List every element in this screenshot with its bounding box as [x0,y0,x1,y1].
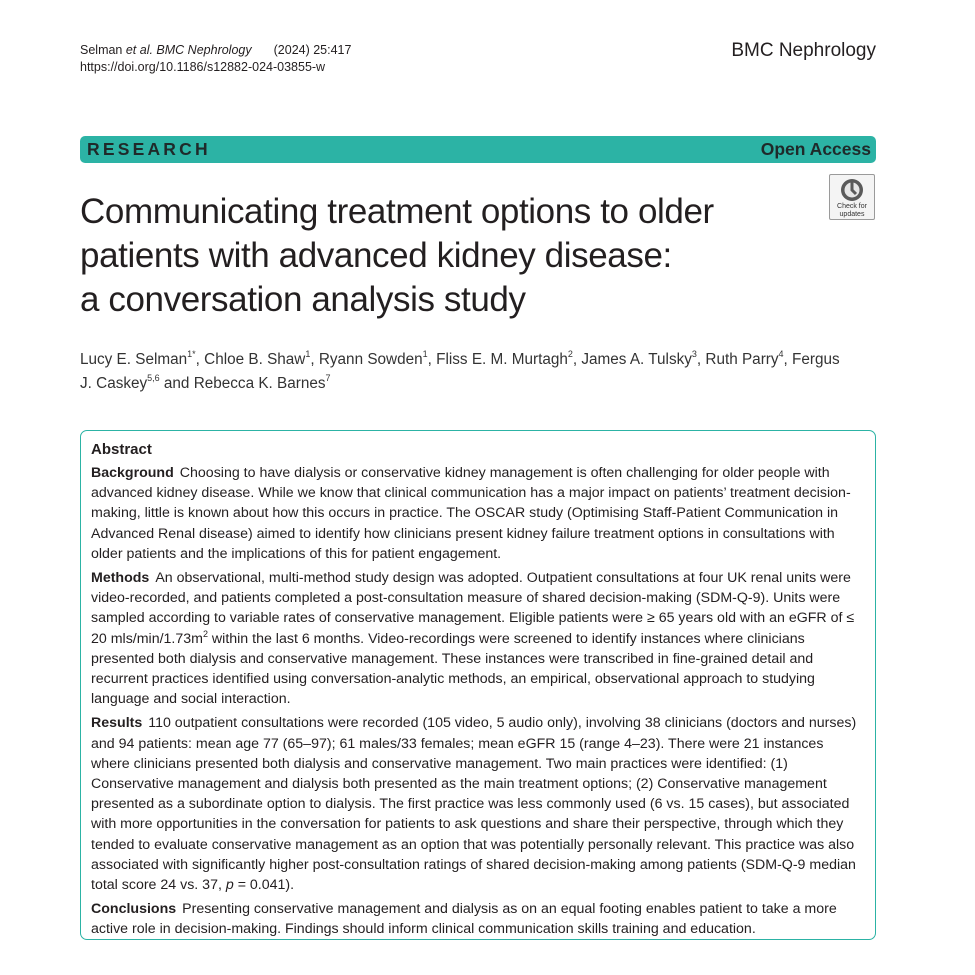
updates-label: updates [839,210,865,218]
abstract-background [91,463,865,564]
methods-text: An observational, multi-method study design was adopted. Outpatient consultations at four UK renal units were video-recorded, and patients completed a post-consultation measure of shared decision-making (SDM-Q-9). Units were sampled according to variable rates of conservative management. Eligible patients were ≥ 65 years old with an eGFR of ≤ 20 mls/min/1.73m [91,570,855,647]
abstract-heading: Abstract [91,441,152,458]
check-for-updates-icon [840,178,864,202]
doi-link[interactable]: https://doi.org/10.1186/s12882-024-03855-w [80,60,326,74]
results-text: = 0.041). [233,877,295,894]
results-text: 110 outpatient consultations were recorded (105 video, 5 audio only), involving 38 clinicians (doctors and nurses) and 94 patients: mean age 77 (65–97); 61 males/33 females; mean eGFR 15 (range 4–23). There were 21 instances where clinicians presented both dialysis and conservative management. Two main practices were identified: (1) Conservative management and dialysis both presented as the main treatment options; (2) Conservative management presented as a subordinate option to dialysis. The first practice was less commonly used (6 vs. 15 cases), but associated with more opportunities in the conversation for patients to ask questions and share their perspective, through which they tended to evaluate conservative management as an option that was potentially personally relevant. This practice was also associated with significantly higher post-consultation ratings of shared decision-making among patients (SDM-Q-9 median total score 24 vs. 37, [91,715,857,894]
conclusions-label: Conclusions [91,901,177,918]
article-title [80,190,820,322]
section-label: RESEARCH [87,139,211,159]
check-for-updates-button[interactable] [829,174,875,220]
journal-name: BMC Nephrology [731,40,876,61]
results-label: Results [91,715,143,732]
title-line: patients with advanced kidney disease: [80,236,672,275]
citation-year-volume: (2024) 25:417 [273,43,352,57]
citation-journal: et al. BMC Nephrology [125,43,252,57]
title-line: a conversation analysis study [80,280,526,319]
abstract-box [80,430,876,940]
check-for-label: Check for [837,203,867,210]
author[interactable]: Lucy E. Selman$^{1*}$ [80,349,196,368]
conclusions-text: Presenting conservative management and dialysis as on an equal footing enables patient to take a more active role in decision-making. Findings should inform clinical communication skills training and education. [91,901,837,938]
background-label: Background [91,465,174,481]
background-text: Choosing to have dialysis or conservative kidney management is often challenging for older people with advanced kidney disease. While we know that clinical communication has a major impact on patients’ treatment decision-making, little is known about how this occurs in practice. The OSCAR study (Optimising Staff-Patient Communication in Advanced Renal disease) aimed to identify how clinicians present kidney failure treatment options in consultations with older patients and the implications of this for patient engagement. [91,465,851,562]
author-list: Lucy E. Selman$^{1*}$, Chloe B. Shaw$^1$, Ryann Sowden$^1$, Fliss E. M. Murtagh$^2$, James A. Tulsky$^3$, Ruth Parry$^4$, Fergus J. Caskey$^{5,6}$ and Rebecca K. Barnes$^7$ [80,349,840,392]
methods-label: Methods [91,570,150,587]
abstract-conclusions [91,899,865,939]
methods-superscript: 2 [202,628,208,639]
abstract-results [91,713,865,895]
author[interactable]: Chloe B. Shaw$^1$ [204,349,311,368]
author[interactable]: Fergus J. Caskey$^{5,6}$ [80,351,840,392]
author[interactable]: James A. Tulsky$^3$ [581,349,697,368]
citation-authors: Selman [80,43,126,57]
author[interactable]: Fliss E. M. Murtagh$^2$ [436,349,573,368]
author[interactable]: Rebecca K. Barnes$^7$ [193,373,331,392]
open-access-label: Open Access [760,139,871,159]
title-line: Communicating treatment options to older [80,192,714,231]
author[interactable]: Ryann Sowden$^1$ [318,349,428,368]
p-value-symbol: p [225,877,234,894]
citation-header [80,42,351,76]
section-bar [80,136,876,163]
abstract-methods [91,568,865,709]
author[interactable]: Ruth Parry$^4$ [705,349,784,368]
methods-text: within the last 6 months. Video-recordings were screened to identify instances where clinicians presented both dialysis and conservative management. These instances were transcribed in fine-grained detail and recurrent practices identified using conversation-analytic methods, an empirical, observational approach to studying language and social interaction. [91,630,815,708]
